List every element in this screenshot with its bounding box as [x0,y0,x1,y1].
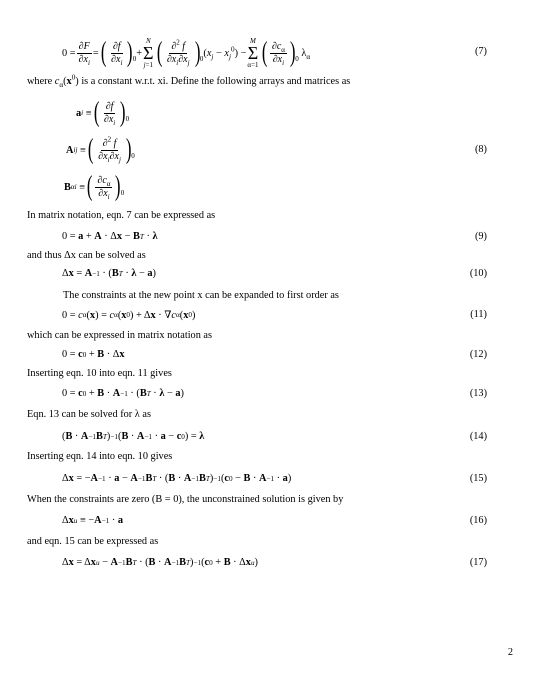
equation-number: (10) [469,268,487,279]
text-and: and eqn. 15 can be expressed as [27,536,159,547]
text-where: where [27,76,53,87]
equation-7-body: 0 = $\frac{\partial F}{\partial x_i}$ = ( $\frac{\partial f}{\partial x_i}$ ) 0 + N Σ j=1 ( $\frac{\partial^2 f}{\partial x_i\partial x_j}$ ) 0 $(x_j - x_j^0)$ − M Σ α=1 ( $\frac{\partial c_\alpha}{\partial x_i}$ ) 0 $\lambda_\alpha$ [62,37,311,69]
equation-number: (12) [469,349,487,360]
text-constraints: The constraints at the new point x can be expanded to first order as [63,290,339,301]
equation-number: (9) [474,231,487,242]
equation-8-B: B αi ≡ ( $\frac{\partial c_\alpha}{\partial x_i}$ ) 0 [64,171,125,202]
equation-number: (17) [469,557,487,568]
text-when: When the constraints are zero (B = 0), the unconstrained solution is given by [27,494,344,505]
text-which: which can be expressed in matrix notation as [27,330,213,341]
equation-number: (16) [469,515,487,526]
equation-number: (15) [469,473,487,484]
equation-number: (8) [474,144,487,155]
text-insert2: Inserting eqn. 14 into eqn. 10 gives [27,451,173,462]
equation-8-A: A ij ≡ ( $\frac{\partial^2 f}{\partial x_i\partial x_j}$ ) 0 [66,134,135,165]
equation-number: (11) [470,309,487,320]
equation-number: (14) [469,431,487,442]
equation-number: (13) [469,388,487,399]
equation-number: (7) [474,46,487,57]
text-where-rest: is a constant w.r.t. xi. Define the following arrays and matrices as [81,76,351,87]
text-eqn13: Eqn. 13 can be solved for λ as [27,409,151,420]
equation-8 [0,96,540,206]
text-thus: and thus Δx can be solved as [27,250,146,261]
equation-7 [0,34,540,72]
text-matrix: In matrix notation, eqn. 7 can be expressed as [27,210,216,221]
page-number: 2 [507,647,513,658]
text-insert1: Inserting eqn. 10 into eqn. 11 gives [27,368,172,379]
equation-8-a: a i ≡ ( $\frac{\partial f}{\partial x_i}$ ) 0 [76,97,130,128]
